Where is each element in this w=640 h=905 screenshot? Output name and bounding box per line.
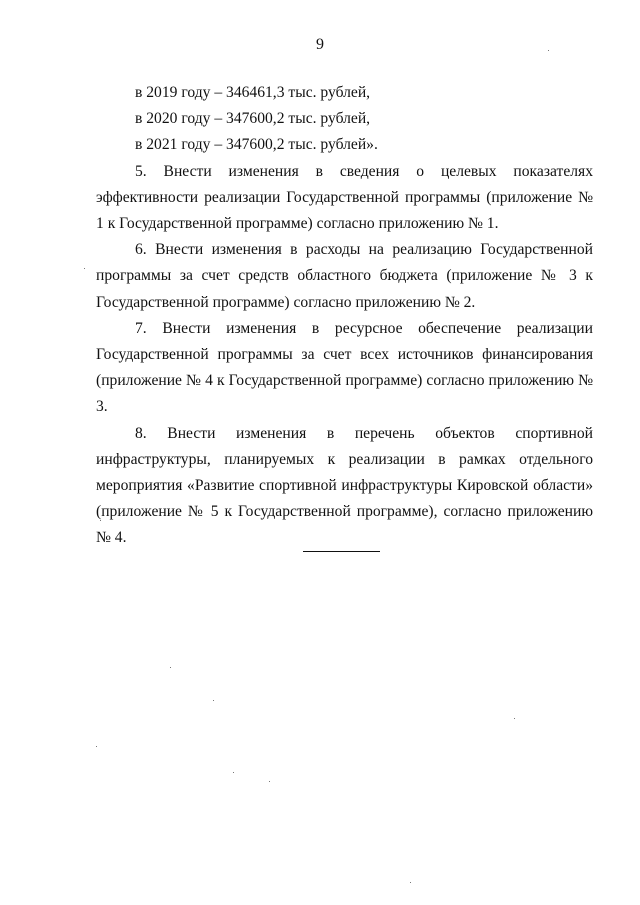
document-body [96, 80, 593, 552]
item-8-paragraph: 8. Внести изменения в перечень объектов спортивной инфраструктуры, планируемых к реализации в рамках отдельного мероприятия «Развитие спортивной инфраструктуры Кировской области» (приложение № 5 к Государственной программе), согласно приложению № 4. [96, 424, 593, 547]
page-number: 9 [316, 36, 324, 53]
amount-2020-line: в 2020 году – 347600,2 тыс. рублей, [135, 110, 371, 128]
item-5-paragraph: 5. Внести изменения в сведения о целевых показателях эффективности реализации Государственной программы (приложение № 1 к Государственной программе) согласно приложению № 1. [96, 162, 593, 233]
scan-speck [170, 667, 171, 668]
amount-2019-line: в 2019 году – 346461,3 тыс. рублей, [135, 84, 371, 101]
scan-speck [84, 268, 85, 269]
scan-speck [96, 746, 97, 747]
scan-speck [213, 700, 214, 701]
scan-speck [269, 781, 270, 782]
scan-speck [233, 772, 234, 773]
item-6-paragraph: 6. Внести изменения в расходы на реализацию Государственной программы за счет средств областного бюджета (приложение № 3 к Государственной программе) согласно приложению № 2. [96, 241, 593, 311]
scan-speck [548, 50, 549, 51]
scan-speck [514, 718, 515, 719]
closing-separator-line [303, 551, 380, 552]
amount-2021-line: в 2021 году – 347600,2 тыс. рублей». [135, 136, 378, 154]
scan-speck [410, 882, 411, 883]
scan-speck [100, 520, 101, 521]
item-7-paragraph: 7. Внести изменения в ресурсное обеспечение реализации Государственной программы за счет всех источников финансирования (приложение № 4 к Государственной программе) согласно приложению № 3. [96, 319, 593, 416]
